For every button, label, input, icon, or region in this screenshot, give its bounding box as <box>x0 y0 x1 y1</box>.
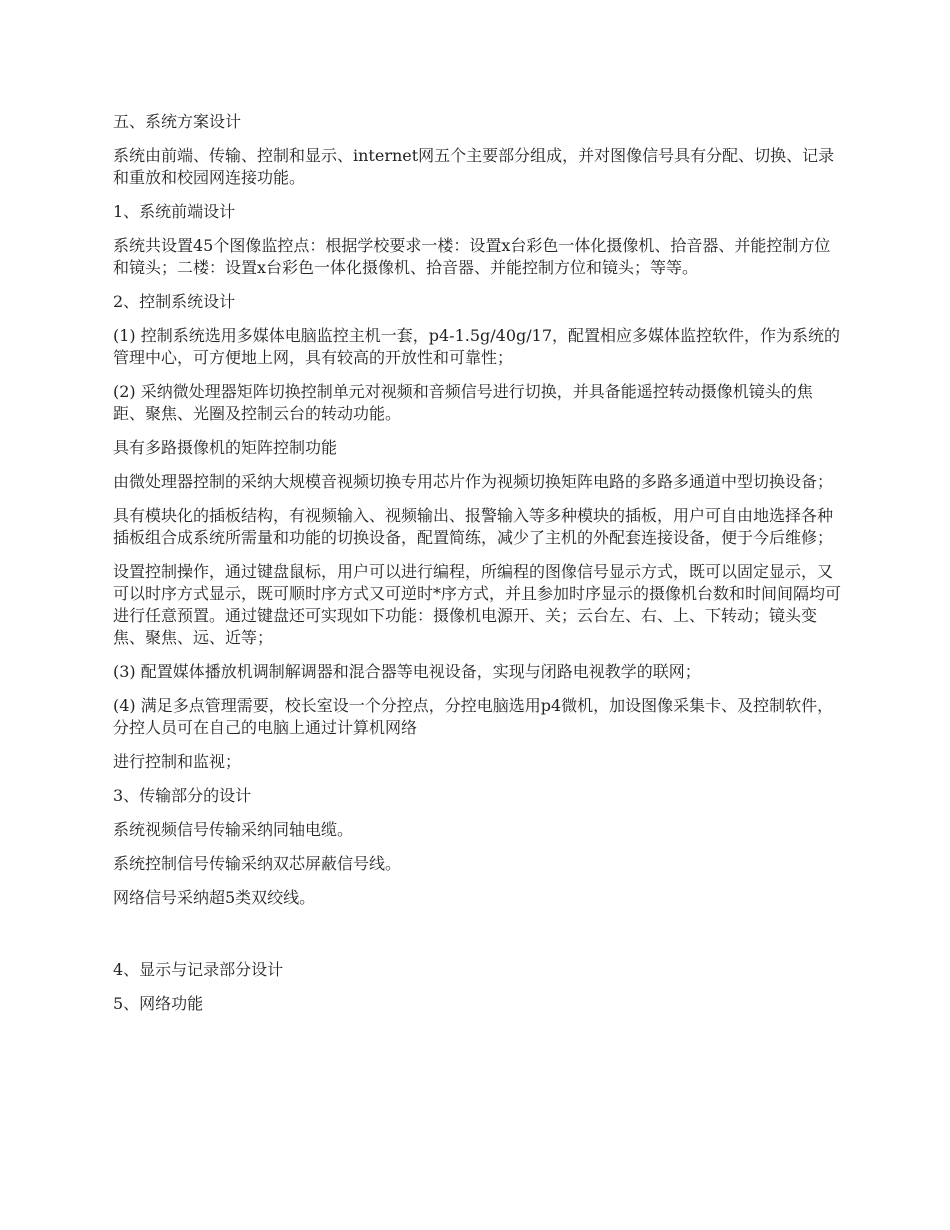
paragraph: 系统由前端、传输、控制和显示、internet网五个主要部分组成，并对图像信号具有分配、切换、记录和重放和校园网连接功能。 <box>113 146 835 187</box>
paragraph: 系统视频信号传输采纳同轴电缆。 <box>113 820 354 839</box>
paragraph: 具有模块化的插板结构，有视频输入、视频输出、报警输入等多种模块的插板，用户可自由地选择各种插板组合成系统所需量和功能的切换设备，配置简练，减少了主机的外配套连接设备，便于今后维修； <box>113 506 834 547</box>
paragraph: 网络信号采纳超5类双绞线。 <box>113 888 316 907</box>
document-body <box>113 111 843 1027</box>
paragraph: (2) 采纳微处理器矩阵切换控制单元对视频和音频信号进行切换，并具备能遥控转动摄像机镜头的焦距、聚焦、光圈及控制云台的转动功能。 <box>113 382 813 423</box>
section-heading: 1、系统前端设计 <box>113 202 236 221</box>
paragraph: (1) 控制系统选用多媒体电脑监控主机一套，p4-1.5g/40g/17，配置相应多媒体监控软件，作为系统的管理中心，可方便地上网，具有较高的开放性和可靠性； <box>113 326 841 367</box>
section-heading: 5、网络功能 <box>113 994 204 1013</box>
section-heading: 五、系统方案设计 <box>113 112 242 131</box>
paragraph: 系统控制信号传输采纳双芯屏蔽信号线。 <box>113 854 402 873</box>
paragraph: 系统共设置45个图像监控点：根据学校要求一楼：设置x台彩色一体化摄像机、拾音器、并能控制方位和镜头；二楼：设置x台彩色一体化摄像机、拾音器、并能控制方位和镜头；等等。 <box>113 236 831 277</box>
section-heading: 4、显示与记录部分设计 <box>113 960 284 979</box>
paragraph: 进行控制和监视； <box>113 752 242 771</box>
section-heading: 3、传输部分的设计 <box>113 786 252 805</box>
section-heading: 2、控制系统设计 <box>113 292 236 311</box>
blank-gap <box>113 921 843 959</box>
paragraph: 具有多路摄像机的矩阵控制功能 <box>113 438 338 457</box>
paragraph: 由微处理器控制的采纳大规模音视频切换专用芯片作为视频切换矩阵电路的多路多通道中型切换设备； <box>113 472 834 491</box>
paragraph: 设置控制操作，通过键盘鼠标，用户可以进行编程，所编程的图像信号显示方式，既可以固定显示，又可以时序方式显示，既可顺时序方式又可逆时*序方式，并且参加时序显示的摄像机台数和时间间隔均可进行任意预置。通过键盘还可实现如下功能：摄像机电源开、关；云台左、右、上、下转动；镜头变焦、聚焦、远、近等； <box>113 562 842 647</box>
paragraph: (3) 配置媒体播放机调制解调器和混合器等电视设备，实现与闭路电视教学的联网； <box>113 662 701 681</box>
paragraph: (4) 满足多点管理需要，校长室设一个分控点，分控电脑选用p4微机，加设图像采集卡、及控制软件，分控人员可在自己的电脑上通过计算机网络 <box>113 696 834 737</box>
